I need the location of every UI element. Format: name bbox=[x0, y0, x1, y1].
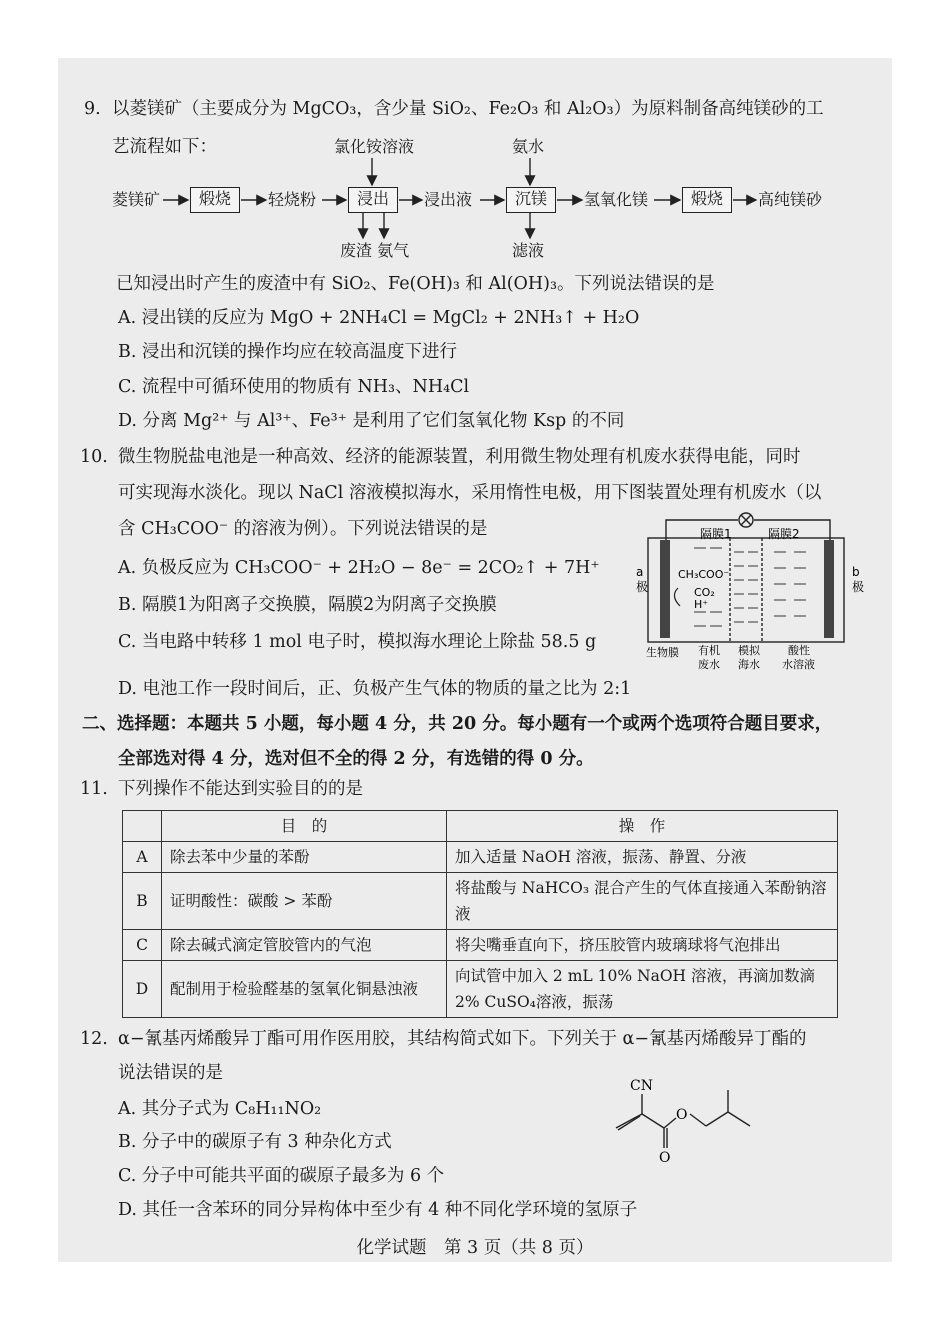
row-operation: 向试管中加入 2 mL 10% NaOH 溶液，再滴加数滴 2% CuSO₄溶液，振荡 bbox=[447, 961, 838, 1018]
q11-number: 11. bbox=[80, 779, 108, 799]
q10-stem-line1: 微生物脱盐电池是一种高效、经济的能源装置，利用微生物处理有机废水获得电能，同时 bbox=[118, 447, 801, 467]
q12-stem-line2: 说法错误的是 bbox=[118, 1063, 223, 1083]
q10-option-b: B. 隔膜1为阳离子交换膜，隔膜2为阴离子交换膜 bbox=[118, 595, 497, 615]
q10-stem-line2: 可实现海水淡化。现以 NaCl 溶液模拟海水，采用惰性电极，用下图装置处理有机废水（以 bbox=[118, 483, 822, 503]
table-row bbox=[123, 930, 838, 961]
table-row bbox=[123, 961, 838, 1018]
q10-option-d: D. 电池工作一段时间后，正、负极产生气体的物质的量之比为 2:1 bbox=[118, 679, 632, 699]
q10-stem-line3: 含 CH₃COO⁻ 的溶液为例）。下列说法错误的是 bbox=[118, 519, 488, 539]
label-sea-2: 海水 bbox=[738, 658, 760, 671]
electrode-b-line1: b bbox=[852, 565, 860, 579]
page-footer: 化学试题 第 3 页（共 8 页） bbox=[356, 1238, 594, 1258]
flow-box-leach: 浸出 bbox=[348, 187, 398, 213]
q11-table bbox=[122, 810, 838, 1018]
flow-light-powder: 轻烧粉 bbox=[268, 190, 317, 209]
struct-carbonyl-o: O bbox=[659, 1150, 671, 1164]
row-key: D bbox=[123, 961, 162, 1018]
section2-line2: 全部选对得 4 分，选对但不全的得 2 分，有选错的得 0 分。 bbox=[118, 749, 594, 769]
label-organic-2: 废水 bbox=[698, 658, 720, 671]
q12-number: 12. bbox=[80, 1029, 108, 1049]
struct-ester-o: O bbox=[676, 1107, 688, 1123]
label-acid-2: 水溶液 bbox=[782, 658, 815, 671]
membrane2-label: 隔膜2 bbox=[768, 527, 800, 541]
electrode-a-line2: 极 bbox=[636, 580, 649, 594]
row-operation: 加入适量 NaOH 溶液，振荡、静置、分液 bbox=[447, 842, 838, 873]
q11-stem: 下列操作不能达到实验目的的是 bbox=[118, 779, 363, 799]
flow-box-calcine1: 煅烧 bbox=[190, 187, 240, 213]
flow-leachate: 浸出液 bbox=[424, 190, 473, 209]
row-operation: 将尖嘴垂直向下，挤压胶管内玻璃球将气泡排出 bbox=[447, 930, 838, 961]
label-sea-1: 模拟 bbox=[738, 644, 760, 657]
row-purpose: 除去碱式滴定管胶管内的气泡 bbox=[162, 930, 447, 961]
header-operation: 操 作 bbox=[447, 811, 838, 842]
q12-option-d: D. 其任一含苯环的同分异构体中至少有 4 种不同化学环境的氢原子 bbox=[118, 1200, 638, 1220]
flow-box-precip: 沉镁 bbox=[506, 187, 556, 213]
table-row bbox=[123, 873, 838, 930]
row-purpose: 证明酸性：碳酸 > 苯酚 bbox=[162, 873, 447, 930]
table-header-row bbox=[123, 811, 838, 842]
flow-end-product: 高纯镁砂 bbox=[758, 190, 823, 209]
flow-start: 菱镁矿 bbox=[112, 190, 161, 209]
flow-filtrate: 滤液 bbox=[512, 241, 545, 260]
row-purpose: 除去苯中少量的苯酚 bbox=[162, 842, 447, 873]
q12-option-a: A. 其分子式为 C₈H₁₁NO₂ bbox=[118, 1099, 322, 1119]
row-operation: 将盐酸与 NaHCO₃ 混合产生的气体直接通入苯酚钠溶液 bbox=[447, 873, 838, 930]
q9-option-b: B. 浸出和沉镁的操作均应在较高温度下进行 bbox=[118, 342, 457, 362]
q9-known: 已知浸出时产生的废渣中有 SiO₂、Fe(OH)₃ 和 Al(OH)₃。下列说法错误的是 bbox=[116, 274, 715, 294]
q10-option-c: C. 当电路中转移 1 mol 电子时，模拟海水理论上除盐 58.5 g bbox=[118, 632, 597, 652]
row-key: B bbox=[123, 873, 162, 930]
ion-co2: CO₂ bbox=[694, 586, 715, 599]
q9-stem-line2: 艺流程如下： bbox=[112, 137, 217, 157]
q12-stem-line1: α−氰基丙烯酸异丁酯可用作医用胶，其结构简式如下。下列关于 α−氰基丙烯酸异丁酯的 bbox=[118, 1029, 807, 1049]
flow-ammonia-input: 氨水 bbox=[512, 137, 545, 156]
electrode-a-line1: a bbox=[636, 565, 644, 579]
flow-mg-hydroxide: 氢氧化镁 bbox=[584, 190, 649, 209]
row-key: C bbox=[123, 930, 162, 961]
ion-acetate: CH₃COO⁻ bbox=[678, 568, 730, 581]
label-acid-1: 酸性 bbox=[788, 644, 810, 657]
q9-option-c: C. 流程中可循环使用的物质有 NH₃、NH₄Cl bbox=[118, 377, 470, 397]
section2-line1: 二、选择题：本题共 5 小题，每小题 4 分，共 20 分。每小题有一个或两个选项符合题目要求， bbox=[82, 714, 833, 734]
membrane1-label: 隔膜1 bbox=[700, 527, 732, 541]
header-purpose: 目 的 bbox=[162, 811, 447, 842]
flow-box-calcine2: 煅烧 bbox=[682, 187, 732, 213]
q12-option-b: B. 分子中的碳原子有 3 种杂化方式 bbox=[118, 1132, 392, 1152]
label-biofilm: 生物膜 bbox=[646, 646, 679, 659]
row-purpose: 配制用于检验醛基的氢氧化铜悬浊液 bbox=[162, 961, 447, 1018]
q9-option-a: A. 浸出镁的反应为 MgO + 2NH₄Cl = MgCl₂ + 2NH₃↑ + H₂O bbox=[118, 308, 640, 328]
flow-nh4cl-input: 氯化铵溶液 bbox=[334, 137, 415, 156]
label-organic-1: 有机 bbox=[698, 644, 720, 657]
q9-number: 9. bbox=[84, 99, 101, 119]
q12-option-c: C. 分子中可能共平面的碳原子最多为 6 个 bbox=[118, 1166, 445, 1186]
q9-option-d: D. 分离 Mg²⁺ 与 Al³⁺、Fe³⁺ 是利用了它们氢氧化物 Ksp 的不同 bbox=[118, 411, 625, 431]
desalination-cell-diagram bbox=[634, 508, 874, 680]
flow-leach-output: 废渣 氨气 bbox=[340, 241, 410, 260]
molecule-structure bbox=[600, 1072, 770, 1164]
table-row bbox=[123, 842, 838, 873]
flow-arrows bbox=[0, 0, 950, 300]
q9-stem-line1: 以菱镁矿（主要成分为 MgCO₃，含少量 SiO₂、Fe₂O₃ 和 Al₂O₃）为原料制备高纯镁砂的工 bbox=[112, 99, 824, 119]
q10-option-a: A. 负极反应为 CH₃COO⁻ + 2H₂O − 8e⁻ = 2CO₂↑ + 7H⁺ bbox=[118, 558, 600, 578]
electrode-b-line2: 极 bbox=[852, 580, 865, 594]
row-key: A bbox=[123, 842, 162, 873]
ion-h-plus: H⁺ bbox=[694, 598, 709, 611]
q10-number: 10. bbox=[80, 447, 108, 467]
struct-cn-label: CN bbox=[630, 1078, 653, 1094]
